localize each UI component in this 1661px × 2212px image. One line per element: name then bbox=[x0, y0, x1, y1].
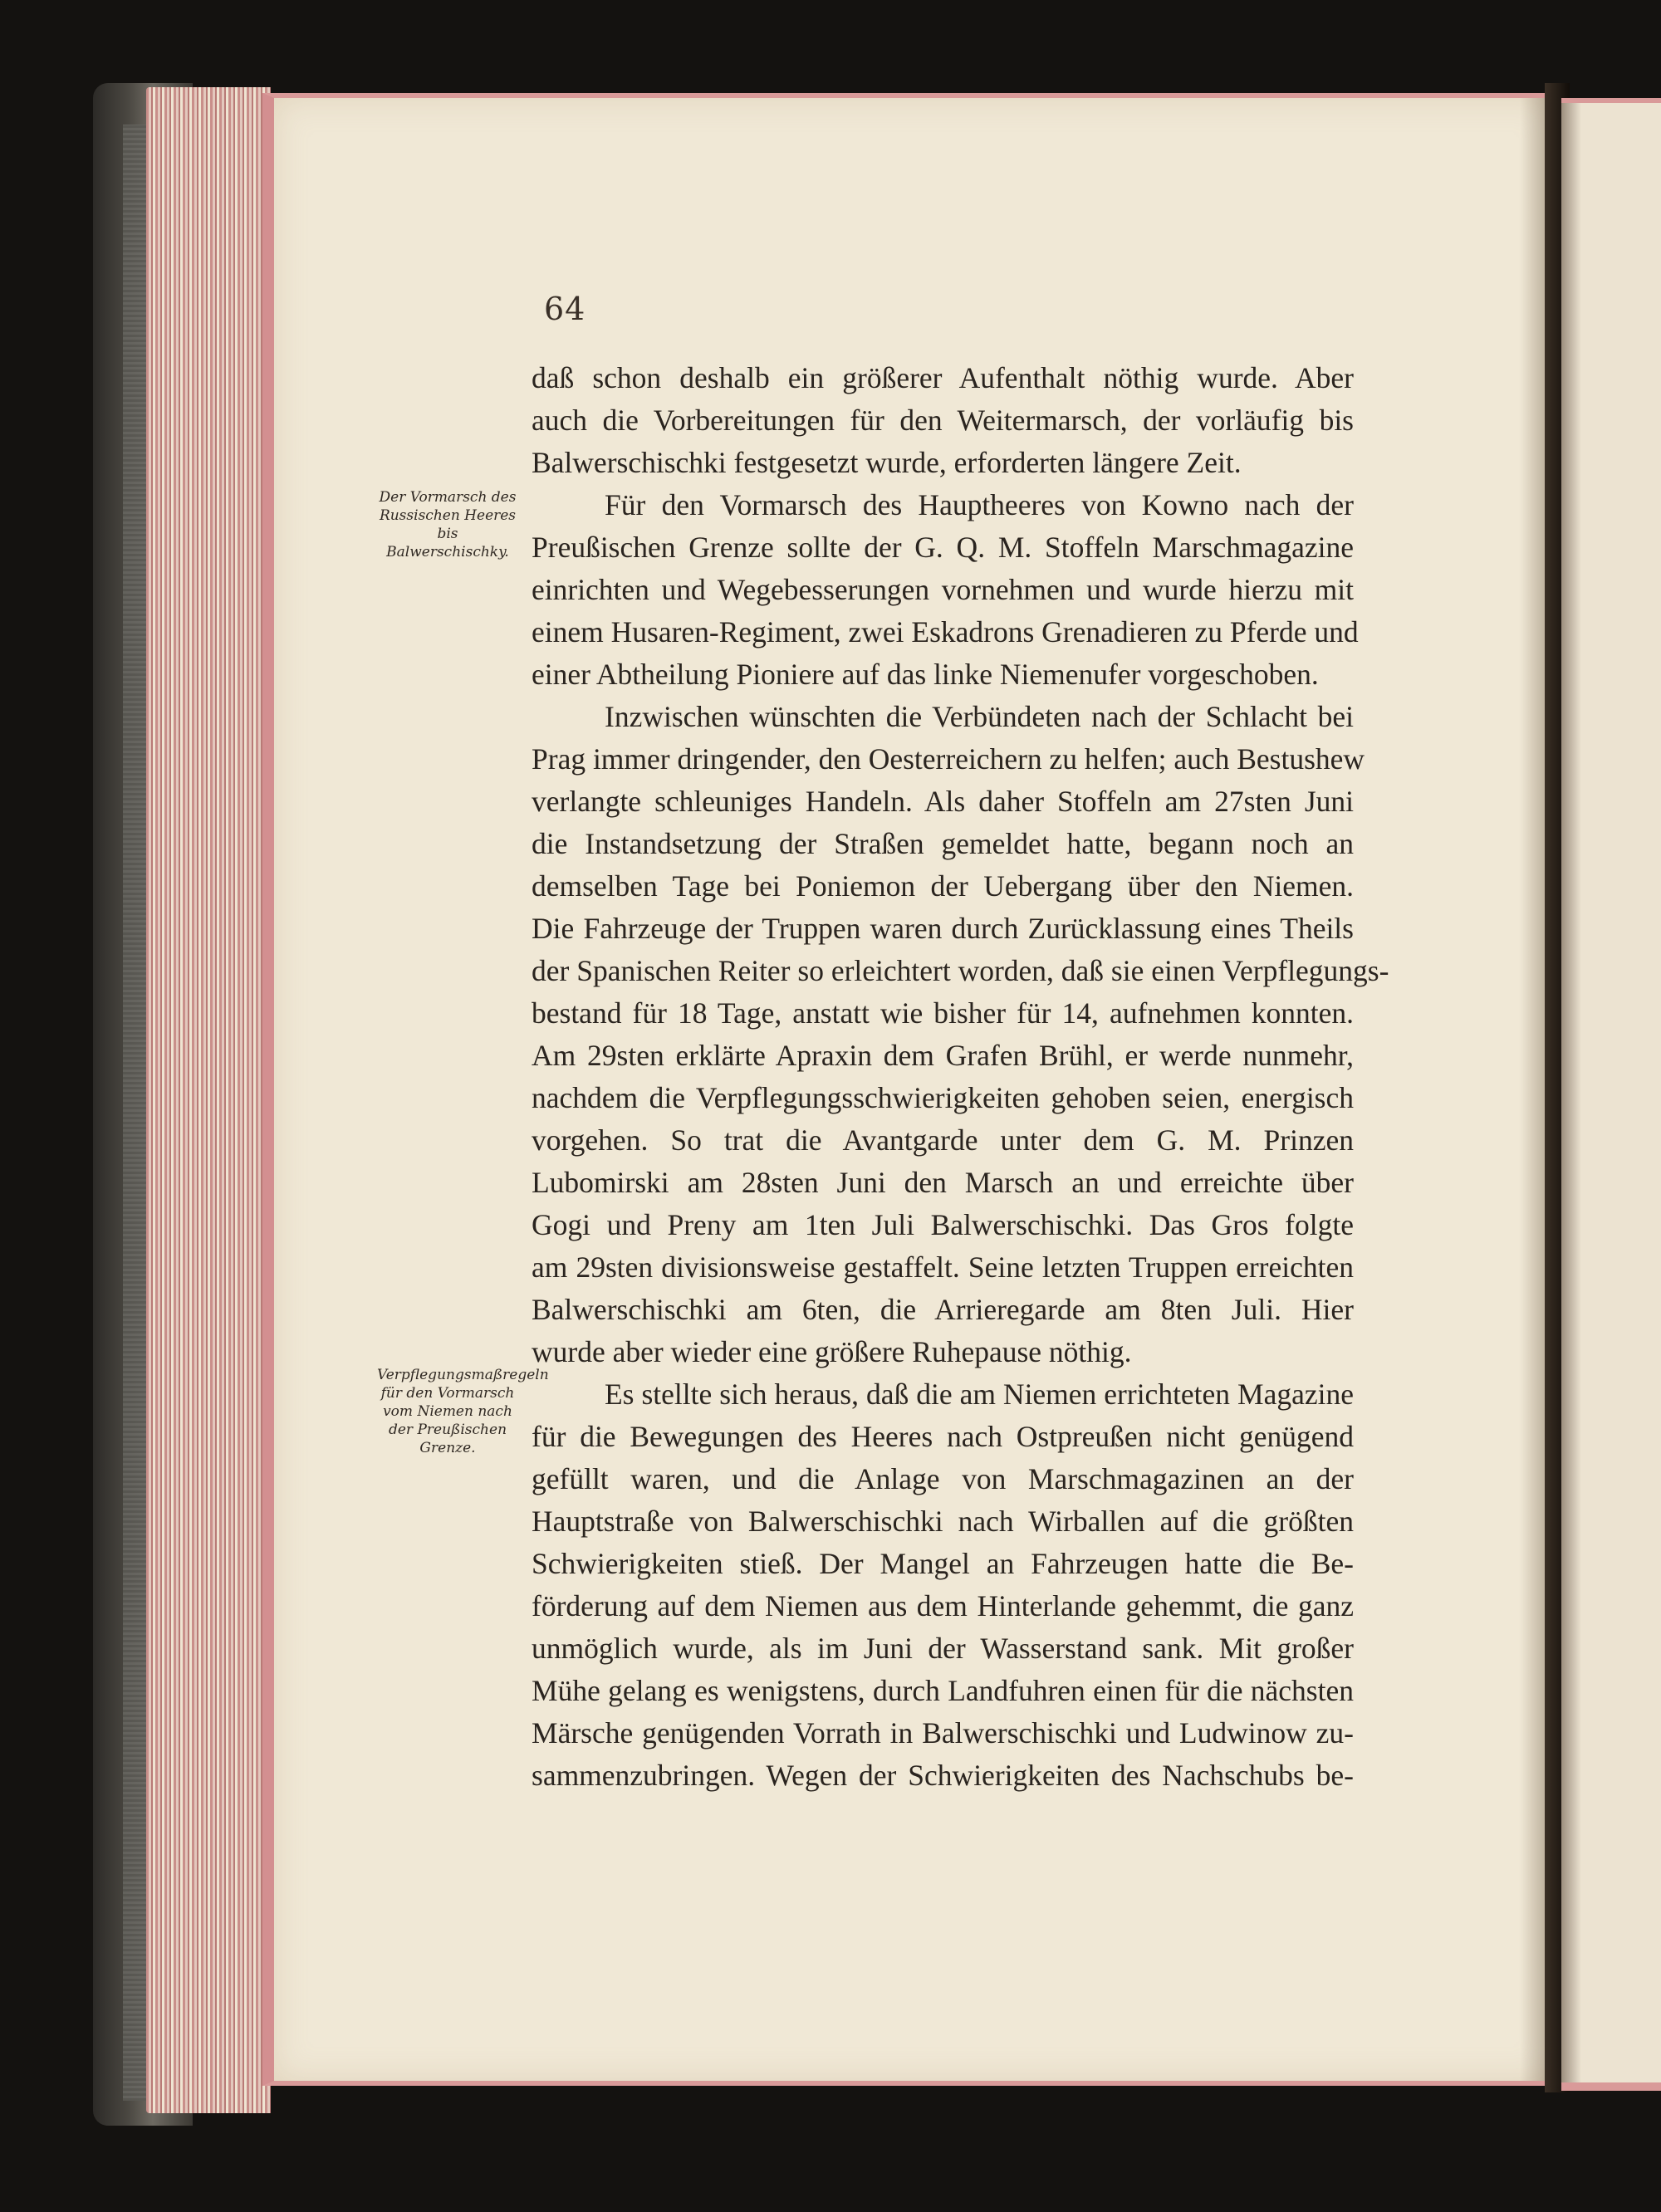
text-line: Lubomirski am 28sten Juni den Marsch an und erreichte über bbox=[532, 1166, 1354, 1199]
margin-note: Verpflegungsmaßregeln für den Vormarsch vom Niemen nach der Preußischen Grenze. bbox=[377, 1367, 549, 1456]
text-line: förderung auf dem Niemen aus dem Hinterlande gehemmt, die ganz bbox=[532, 1589, 1354, 1622]
text-line: die Instandsetzung der Straßen gemeldet hatte, begann noch an bbox=[532, 827, 1354, 860]
text-line: Preußischen Grenze sollte der G. Q. M. Stoffeln Marschmagazine bbox=[532, 531, 1354, 564]
text-line: einem Husaren-Regiment, zwei Eskadrons Grenadieren zu Pferde und bbox=[532, 615, 1359, 648]
text-line: am 29sten divisionsweise gestaffelt. Seine letzten Truppen erreichten bbox=[532, 1250, 1354, 1284]
text-line: daß schon deshalb ein größerer Aufenthalt nöthig wurde. Aber bbox=[532, 361, 1354, 394]
right-page bbox=[1561, 98, 1661, 2091]
text-line: nachdem die Verpflegungsschwierigkeiten gehoben seien, energisch bbox=[532, 1081, 1354, 1114]
text-line: Balwerschischki festgesetzt wurde, erforderten längere Zeit. bbox=[532, 446, 1242, 479]
text-line: Es stellte sich heraus, daß die am Niemen errichteten Magazine bbox=[605, 1378, 1354, 1411]
text-line: vorgehen. So trat die Avantgarde unter dem G. M. Prinzen bbox=[532, 1123, 1354, 1157]
page-edges bbox=[146, 87, 271, 2113]
text-line: einrichten und Wegebesserungen vornehmen und wurde hierzu mit bbox=[532, 573, 1354, 606]
text-line: Schwierigkeiten stieß. Der Mangel an Fahrzeugen hatte die Be- bbox=[532, 1547, 1354, 1580]
text-line: sammenzubringen. Wegen der Schwierigkeiten des Nachschubs be- bbox=[532, 1759, 1354, 1792]
text-line: einer Abtheilung Pioniere auf das linke Niemenufer vorgeschoben. bbox=[532, 658, 1319, 691]
body-text bbox=[532, 357, 1389, 1797]
text-line: Märsche genügenden Vorrath in Balwerschischki und Ludwinow zu- bbox=[532, 1716, 1354, 1750]
text-line: verlangte schleuniges Handeln. Als daher Stoffeln am 27sten Juni bbox=[532, 785, 1354, 818]
text-line: Mühe gelang es wenigstens, durch Landfuhren einen für die nächsten bbox=[532, 1674, 1354, 1707]
text-line: der Spanischen Reiter so erleichtert worden, daß sie einen Verpflegungs- bbox=[532, 954, 1389, 987]
text-line: Prag immer dringender, den Oesterreichern zu helfen; auch Bestushew bbox=[532, 742, 1365, 776]
text-line: Für den Vormarsch des Hauptheeres von Kowno nach der bbox=[605, 488, 1354, 521]
text-line: gefüllt waren, und die Anlage von Marschmagazinen an der bbox=[532, 1462, 1354, 1495]
text-line: Hauptstraße von Balwerschischki nach Wirballen auf die größten bbox=[532, 1505, 1354, 1538]
text-line: für die Bewegungen des Heeres nach Ostpreußen nicht genügend bbox=[532, 1420, 1354, 1453]
text-line: demselben Tage bei Poniemon der Uebergang über den Niemen. bbox=[532, 869, 1354, 903]
margin-note: Der Vormarsch des Russischen Heeres bis Balwerschischky. bbox=[379, 489, 517, 560]
text-line: Balwerschischki am 6ten, die Arrieregarde am 8ten Juli. Hier bbox=[532, 1293, 1354, 1326]
text-line: unmöglich wurde, als im Juni der Wasserstand sank. Mit großer bbox=[532, 1632, 1354, 1665]
text-line: Die Fahrzeuge der Truppen waren durch Zurücklassung eines Theils bbox=[532, 912, 1354, 945]
text-line: Am 29sten erklärte Apraxin dem Grafen Brühl, er werde nunmehr, bbox=[532, 1039, 1354, 1072]
text-line: Gogi und Preny am 1ten Juli Balwerschischki. Das Gros folgte bbox=[532, 1208, 1354, 1241]
text-line: wurde aber wieder eine größere Ruhepause nöthig. bbox=[532, 1335, 1132, 1368]
text-line: auch die Vorbereitungen für den Weitermarsch, der vorläufig bis bbox=[532, 404, 1354, 437]
page-number: 64 bbox=[544, 291, 586, 327]
text-line: Inzwischen wünschten die Verbündeten nach der Schlacht bei bbox=[605, 700, 1354, 733]
text-line: bestand für 18 Tage, anstatt wie bisher für 14, aufnehmen konnten. bbox=[532, 996, 1354, 1030]
